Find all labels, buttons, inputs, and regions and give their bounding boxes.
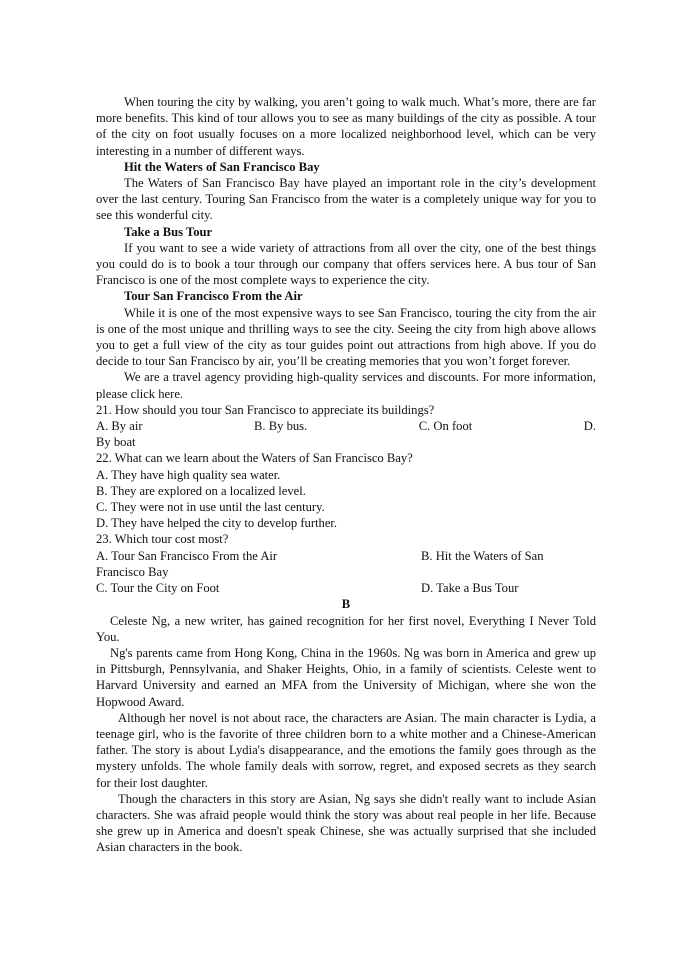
section-heading-air: Tour San Francisco From the Air bbox=[124, 289, 303, 304]
passage-b-paragraph-1: Celeste Ng, a new writer, has gained recognition for her first novel, Everything I Never Told You. bbox=[96, 613, 596, 644]
passage-a-paragraph-1: When touring the city by walking, you aren’t going to walk much. What’s more, there are far more benefits. This kind of tour allows you to see as many buildings of the city as possible. A tour of the city on foot usually focuses on a more localized neighborhood level, which can be very interesting in a number of different ways. bbox=[96, 95, 596, 158]
passage-a-paragraph-3: If you want to see a wide variety of attractions from all over the city, one of the best things you could do is to book a tour through our company that offers services here. A bus tour of San Francisco is one of the most complete ways to experience the city. bbox=[96, 240, 596, 288]
q23-option-b: B. Hit the Waters of San bbox=[421, 548, 544, 563]
section-label-b: B bbox=[341, 597, 351, 612]
section-heading-bus: Take a Bus Tour bbox=[124, 224, 213, 239]
q22-option-b: B. They are explored on a localized level. bbox=[96, 483, 306, 498]
q23-option-d: D. Take a Bus Tour bbox=[421, 581, 519, 596]
passage-a-paragraph-5: We are a travel agency providing high-quality services and discounts. For more information, please click here. bbox=[96, 370, 596, 401]
document-page bbox=[96, 94, 596, 856]
q21-option-b: B. By bus. bbox=[254, 419, 308, 434]
passage-a-paragraph-4: While it is one of the most expensive ways to see San Francisco, touring the city from the air is one of the most unique and thrilling ways to see the city. Seeing the city from high above allows you to get a full view of the city as tour guides point out attractions from high above. If you do decide to tour San Francisco by air, you’ll be creating memories that you won’t forget forever. bbox=[96, 305, 596, 369]
q23-option-a: A. Tour San Francisco From the Air bbox=[96, 548, 278, 563]
passage-a-paragraph-2: The Waters of San Francisco Bay have played an important role in the city’s development over the last century. Touring San Francisco from the water is a completely unique way for you to see this wonderful city. bbox=[96, 176, 596, 223]
question-21-options bbox=[96, 418, 596, 434]
question-23-options-row-2 bbox=[96, 580, 596, 596]
question-23-options-row-1 bbox=[96, 548, 596, 564]
q22-option-c: C. They were not in use until the last century. bbox=[96, 500, 325, 515]
question-22: 22. What can we learn about the Waters of San Francisco Bay? bbox=[96, 451, 413, 466]
section-heading-waters: Hit the Waters of San Francisco Bay bbox=[124, 159, 320, 174]
q22-option-d: D. They have helped the city to develop further. bbox=[96, 516, 338, 531]
q22-option-a: A. They have high quality sea water. bbox=[96, 467, 281, 482]
question-21: 21. How should you tour San Francisco to appreciate its buildings? bbox=[96, 402, 435, 417]
question-23: 23. Which tour cost most? bbox=[96, 532, 229, 547]
q23-option-c: C. Tour the City on Foot bbox=[96, 581, 220, 596]
q21-option-d-text: By boat bbox=[96, 435, 136, 450]
passage-b-paragraph-4: Though the characters in this story are Asian, Ng says she didn't really want to include Asian characters. She was afraid people would think the story was about real people in her life. Because she grew up in America and doesn't speak Chinese, she was actually surprised that she included Asian characters in the book. bbox=[96, 791, 596, 855]
q21-option-c: C. On foot bbox=[418, 419, 473, 434]
q23-option-b-continued: Francisco Bay bbox=[96, 564, 169, 579]
passage-b-paragraph-3: Although her novel is not about race, the characters are Asian. The main character is Lydia, a teenage girl, who is the favorite of three children born to a white mother and a Chinese-American father. The story is about Lydia's disappearance, and the emotions the family goes through as the mystery unfolds. The whole family deals with sorrow, regret, and exposed secrets as they search for their lost daughter. bbox=[96, 710, 596, 790]
passage-b-paragraph-2: Ng's parents came from Hong Kong, China in the 1960s. Ng was born in America and grew up in Pittsburgh, Pennsylvania, and Shaker Heights, Ohio, in a family of scientists. Celeste went to Harvard University and earned an MFA from the University of Michigan, where she won the Hopwood Award. bbox=[96, 645, 596, 709]
q21-option-a: A. By air bbox=[96, 419, 143, 434]
q21-option-d-label: D. bbox=[583, 419, 596, 434]
